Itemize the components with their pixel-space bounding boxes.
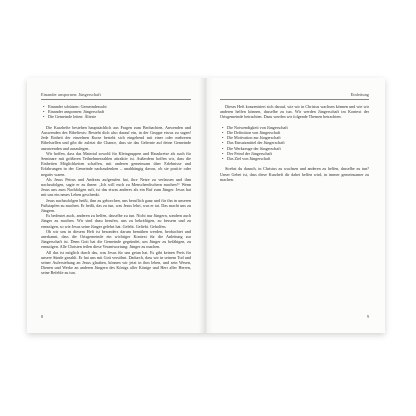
- list-item: • Einander anspornen: Jüngerschaft: [48, 109, 191, 114]
- paragraph: Es bedeutet auch, anderen zu helfen, dasselbe zu tun. Nicht nur Jüngern, sondern auch Jünger zu machen. Wir sind dazu berufen, uns zu bekräftigen, zu bessern und zu ermutigen, so wie Jesus seine Jünger gelehrt hat. Gelebt. Geliebt. Geholfen.: [41, 213, 191, 229]
- paragraph: Wir hoffen, dass das Material sowohl für Kleingruppen und Hauskreise als auch für Seminare mit größeren Teilnehmerzahlen attraktiv ist. Außerdem hoffen wir, dass die Einheiten Möglichkeiten schaffen, mit anderen gemeinsam über Erlebnisse und Erfahrungen in der Gemeinde nachzudenken – unabhängig davon, ob sie positiv oder negativ waren.: [41, 150, 191, 177]
- running-header-left: Einander anspornen: Jüngerschaft: [41, 92, 101, 97]
- running-header-right: Einleitung: [350, 92, 369, 97]
- paragraph: Die Kurzhefte bestehen hauptsächlich aus Fragen zum Beobachten, Anwenden und Auswenden des Bibeltexts: Besteht dich also darauf ein, in der Gruppe etwas zu sagen! Jede Einheit der einzelnen Kurse besteht sich eingehend mit einer oder mehreren Bibelstellen und gibt dir zuletzt die Chance, dass sie das Gelernte auf deine Gemeinde anzuwenden und auszulegen.: [41, 124, 191, 151]
- paragraph: Ob wir uns in diesem Heft ist besonders darum bemühen werden, beobachtet und anerkannt, dass die Ortsgemeinde ein wichtiger Kontext für die Anleitung zur Jüngerschaft ist. Denn Gott hat die Gemeinde gegründet, um Jünger zu befähigen, zu ermutigen. Alle Christen teilen diese Verantwortung: Jünger zu machen.: [41, 228, 191, 250]
- header-rule-right: [220, 99, 369, 100]
- intro-paragraph: Dieses Heft konzentriert sich darauf, wie wir in Christus wachsen können und wie wir anderen helfen können, dasselbe zu tun. Wir werden Jüngerschaft im Kontext der Ortsgemeinde betrachten. Dazu werden wir folgende Themen betrachten:: [220, 104, 369, 120]
- page-number-right: 9: [366, 314, 369, 319]
- paragraph: Als Jesus Petrus und Andreas aufgerufen hat, ihre Netze zu verlassen und ihm nachzufolgen, sagte er zu ihnen: „Ich will euch zu Menschenfischern machen!“ Wenn Jesus uns zum Nachfolgen ruft, ist das etwas anderes als ein Ruf zum Jünger. Jesus hat mit uns ein neues Leben geschenkt.: [41, 176, 191, 198]
- list-item: • Das Ziel von Jüngerschaft: [227, 156, 369, 161]
- paragraph: All das ist möglich durch das, was Jesus für uns getan hat. Es gibt keinen Preis für unsere Sünde gezahlt. Er hat uns mit Gott versöhnt. Dadurch, dass wir in seinem Tod und seiner Auferstehung an Jesus glauben, können wir jetzt in ihm leben, und sein Wesen, Dienen und Werke an anderen Jüngern des Königs aller Könige und Herr aller Herren, seine Befehle zu tun.: [41, 249, 191, 276]
- header-rule-left: [41, 99, 191, 100]
- list-item: • Das Einsatzmittel der Jüngerschaft: [227, 140, 369, 145]
- paragraph: Jesus nachzufolgen heißt, ihm zu gehorchen, uns beruflich ganz und für ihn in unseren Fußstapfen zu machen. Er heißt, das zu tun, was Jesus lehrt, was er tat. Das macht uns zu Jüngern.: [41, 197, 191, 214]
- list-item: • Der Feind der Jüngerschaft: [227, 151, 369, 156]
- series-list: [41, 104, 191, 120]
- left-page-body: [41, 104, 191, 276]
- right-page-body: [220, 104, 369, 182]
- list-item: • Die Gemeinde leiten: Älteste: [48, 114, 191, 119]
- closing-paragraph: Strebst du danach, in Christus zu wachsen und anderen zu helfen, dasselbe zu tun? Unser Gebet ist, dass diese Kurzheft dir dabei helfen wird, in immer gemeinsamer zu machen.: [220, 166, 369, 182]
- list-item: • Die Motivation zur Jüngerschaft: [227, 135, 369, 140]
- page-number-left: 8: [41, 314, 44, 319]
- right-page: [206, 78, 385, 333]
- list-item: • Die Definition von Jüngerschaft: [227, 130, 369, 135]
- left-page: [27, 78, 206, 333]
- topics-list: [220, 125, 369, 161]
- list-item: • Einander schützen: Gemeindezucht: [48, 104, 191, 109]
- list-item: • Die Werkzeuge der Jüngerschaft: [227, 146, 369, 151]
- list-item: • Die Notwendigkeit von Jüngerschaft: [227, 125, 369, 130]
- open-book: [27, 78, 385, 333]
